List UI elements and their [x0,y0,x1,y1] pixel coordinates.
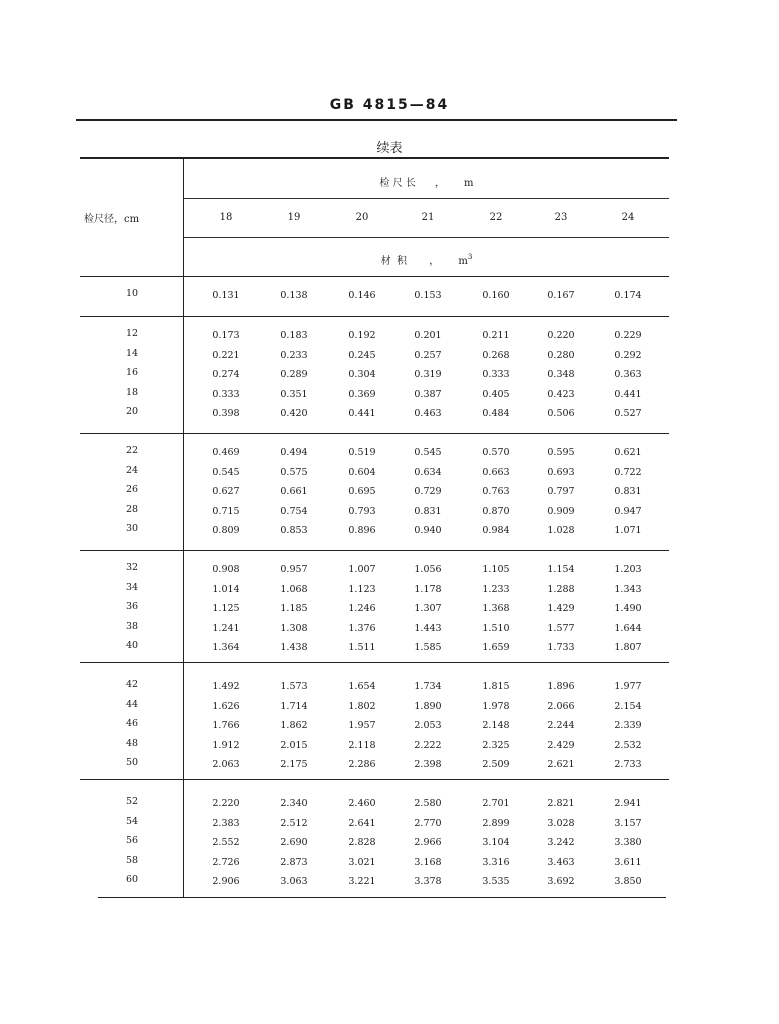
volume-cell: 1.807 [614,642,642,653]
volume-cell: 1.364 [212,642,240,653]
header-rule-1 [184,198,669,199]
volume-cell: 2.244 [547,720,575,731]
length-header-cell: 24 [621,212,635,223]
volume-cell: 2.220 [212,798,240,809]
volume-cell: 0.570 [482,447,510,458]
volume-cell: 3.692 [547,876,575,887]
volume-cell: 2.460 [348,798,376,809]
volume-cell: 1.733 [547,642,575,653]
volume-cell: 0.870 [482,505,510,517]
volume-cell: 0.233 [280,349,308,361]
volume-cell: 0.138 [280,290,308,301]
volume-cell: 1.896 [547,681,575,692]
volume-cell: 2.325 [482,739,510,751]
volume-cell: 1.573 [280,681,308,692]
volume-cell: 1.429 [547,603,575,614]
volume-cell: 2.873 [280,856,308,868]
volume-cell: 0.441 [348,408,376,419]
volume-cell: 2.222 [414,739,442,751]
volume-cell: 0.484 [482,408,510,419]
diameter-cell: 22 [125,445,139,456]
volume-cell: 1.492 [212,681,240,692]
volume-cell: 0.183 [280,330,308,341]
volume-cell: 3.316 [482,856,510,868]
volume-cell: 0.131 [212,290,240,301]
volume-cell: 2.148 [482,720,510,731]
volume-cell: 3.463 [547,856,575,868]
volume-cell: 1.626 [212,700,240,712]
table-bottom-rule [98,897,666,898]
volume-header-sep: ， [429,256,440,267]
volume-cell: 0.545 [414,447,442,458]
volume-cell: 0.793 [348,505,376,517]
length-header [184,174,669,189]
volume-cell: 1.734 [414,681,442,692]
volume-cell: 0.304 [348,369,376,380]
volume-cell: 3.380 [614,837,642,848]
volume-cell: 1.368 [482,603,510,614]
volume-cell: 0.211 [482,330,510,341]
volume-cell: 0.333 [482,369,510,380]
diameter-cell: 24 [125,464,139,476]
volume-cell: 0.831 [414,505,442,517]
diameter-cell: 36 [125,601,139,612]
volume-cell: 2.339 [614,720,642,731]
diameter-cell: 38 [125,620,139,632]
group-divider-rule [80,316,669,317]
volume-cell: 1.890 [414,700,442,712]
diameter-cell: 26 [125,484,139,495]
diameter-cell: 14 [125,347,139,359]
standard-code: GB 4815—84 [329,97,450,113]
diameter-cell: 28 [125,503,139,515]
volume-cell: 0.693 [547,466,575,478]
volume-cell: 0.754 [280,505,308,517]
volume-cell: 0.908 [212,564,240,575]
volume-cell: 0.604 [348,466,376,478]
volume-cell: 0.274 [212,369,240,380]
volume-cell: 3.242 [547,837,575,848]
length-header-cell: 23 [554,212,568,223]
volume-cell: 0.289 [280,369,308,380]
row-header-diameter: 检尺径，cm [84,214,140,225]
volume-cell: 2.509 [482,759,510,770]
volume-cell: 0.398 [212,408,240,419]
volume-cell: 3.850 [614,876,642,887]
diameter-cell: 44 [125,698,139,710]
volume-cell: 0.420 [280,408,308,419]
length-header-cell: 21 [421,212,435,223]
volume-header [184,252,669,267]
volume-cell: 2.175 [280,759,308,770]
volume-cell: 3.535 [482,876,510,887]
diameter-cell: 54 [125,815,139,827]
volume-cell: 1.659 [482,642,510,653]
volume-header-unit: m [458,256,468,267]
volume-cell: 2.821 [547,798,575,809]
volume-cell: 3.221 [348,876,376,887]
column-divider [183,158,184,897]
volume-cell: 0.809 [212,525,240,536]
top-rule [76,119,677,121]
volume-cell: 0.469 [212,447,240,458]
volume-cell: 1.056 [414,564,442,575]
volume-cell: 2.733 [614,759,642,770]
volume-cell: 1.068 [280,583,308,595]
volume-cell: 0.192 [348,330,376,341]
volume-cell: 0.595 [547,447,575,458]
volume-cell: 3.378 [414,876,442,887]
volume-cell: 1.714 [280,700,308,712]
volume-cell: 3.021 [348,856,376,868]
diameter-cell: 30 [125,523,139,534]
volume-cell: 1.957 [348,720,376,731]
volume-cell: 1.654 [348,681,376,692]
volume-cell: 1.862 [280,720,308,731]
volume-header-unit-sup: 3 [467,253,473,261]
length-header-label: 检 尺 长 [379,178,416,189]
diameter-cell: 48 [125,737,139,749]
volume-cell: 0.423 [547,388,575,400]
volume-cell: 1.443 [414,622,442,634]
volume-cell: 1.490 [614,603,642,614]
length-header-cell: 19 [287,212,301,223]
volume-cell: 0.221 [212,349,240,361]
volume-cell: 0.940 [414,525,442,536]
header-bottom-rule [80,276,669,277]
volume-cell: 1.185 [280,603,308,614]
volume-cell: 1.577 [547,622,575,634]
volume-cell: 0.763 [482,486,510,497]
group-divider-rule [80,433,669,434]
volume-cell: 1.585 [414,642,442,653]
volume-cell: 0.174 [614,290,642,301]
volume-cell: 0.627 [212,486,240,497]
length-header-sep: ， [434,178,445,189]
volume-cell: 2.053 [414,720,442,731]
volume-cell: 0.947 [614,505,642,517]
length-header-cell: 22 [489,212,503,223]
volume-cell: 0.661 [280,486,308,497]
volume-cell: 0.220 [547,330,575,341]
diameter-cell: 16 [125,367,139,378]
volume-cell: 2.726 [212,856,240,868]
volume-cell: 0.797 [547,486,575,497]
volume-cell: 2.690 [280,837,308,848]
volume-cell: 2.429 [547,739,575,751]
volume-cell: 0.715 [212,505,240,517]
volume-cell: 3.157 [614,817,642,829]
volume-cell: 1.178 [414,583,442,595]
group-divider-rule [80,662,669,663]
diameter-cell: 56 [125,835,139,846]
volume-cell: 0.351 [280,388,308,400]
volume-cell: 0.527 [614,408,642,419]
diameter-cell: 58 [125,854,139,866]
length-header-cell: 20 [355,212,369,223]
diameter-cell: 46 [125,718,139,729]
table-top-rule [80,157,669,159]
volume-cell: 0.292 [614,349,642,361]
volume-cell: 2.701 [482,798,510,809]
volume-cell: 0.201 [414,330,442,341]
volume-cell: 3.611 [614,856,642,868]
volume-cell: 0.519 [348,447,376,458]
volume-cell: 1.241 [212,622,240,634]
volume-cell: 0.984 [482,525,510,536]
volume-cell: 0.333 [212,388,240,400]
volume-cell: 0.153 [414,290,442,301]
group-divider-rule [80,779,669,780]
header-rule-2 [184,237,669,238]
volume-cell: 2.512 [280,817,308,829]
volume-cell: 1.815 [482,681,510,692]
volume-cell: 0.463 [414,408,442,419]
volume-cell: 0.957 [280,564,308,575]
volume-cell: 0.695 [348,486,376,497]
volume-cell: 1.308 [280,622,308,634]
volume-cell: 2.398 [414,759,442,770]
volume-cell: 0.167 [547,290,575,301]
volume-cell: 1.154 [547,564,575,575]
volume-cell: 2.340 [280,798,308,809]
volume-cell: 0.896 [348,525,376,536]
volume-cell: 1.125 [212,603,240,614]
diameter-cell: 40 [125,640,139,651]
volume-cell: 0.545 [212,466,240,478]
volume-cell: 0.229 [614,330,642,341]
volume-cell: 0.387 [414,388,442,400]
volume-cell: 1.307 [414,603,442,614]
volume-cell: 2.941 [614,798,642,809]
volume-cell: 3.168 [414,856,442,868]
volume-cell: 2.286 [348,759,376,770]
volume-cell: 0.268 [482,349,510,361]
volume-cell: 2.770 [414,817,442,829]
diameter-cell: 18 [125,386,139,398]
diameter-cell: 12 [125,328,139,339]
volume-cell: 3.028 [547,817,575,829]
volume-cell: 1.071 [614,525,642,536]
volume-cell: 1.203 [614,564,642,575]
volume-cell: 2.906 [212,876,240,887]
volume-cell: 0.173 [212,330,240,341]
volume-cell: 1.007 [348,564,376,575]
volume-cell: 0.146 [348,290,376,301]
diameter-cell: 52 [125,796,139,807]
volume-cell: 0.729 [414,486,442,497]
volume-cell: 2.966 [414,837,442,848]
volume-cell: 1.978 [482,700,510,712]
volume-cell: 1.510 [482,622,510,634]
volume-cell: 1.028 [547,525,575,536]
volume-cell: 2.621 [547,759,575,770]
volume-cell: 0.634 [414,466,442,478]
volume-cell: 1.246 [348,603,376,614]
volume-cell: 1.644 [614,622,642,634]
volume-cell: 2.641 [348,817,376,829]
volume-cell: 0.909 [547,505,575,517]
diameter-cell: 34 [125,581,139,593]
volume-cell: 2.552 [212,837,240,848]
volume-cell: 1.376 [348,622,376,634]
volume-cell: 0.441 [614,388,642,400]
volume-cell: 2.066 [547,700,575,712]
volume-cell: 0.831 [614,486,642,497]
volume-cell: 0.621 [614,447,642,458]
diameter-cell: 60 [125,874,139,885]
volume-cell: 2.828 [348,837,376,848]
volume-cell: 2.118 [348,739,376,751]
length-header-cell: 18 [219,212,233,223]
volume-cell: 0.348 [547,369,575,380]
volume-cell: 0.363 [614,369,642,380]
volume-cell: 1.233 [482,583,510,595]
volume-cell: 0.575 [280,466,308,478]
volume-cell: 3.063 [280,876,308,887]
diameter-cell: 20 [125,406,139,417]
table-caption: 续表 [376,141,403,156]
volume-cell: 0.494 [280,447,308,458]
diameter-cell: 10 [125,288,139,299]
group-divider-rule [80,550,669,551]
diameter-cell: 42 [125,679,139,690]
volume-cell: 0.853 [280,525,308,536]
volume-cell: 2.063 [212,759,240,770]
volume-cell: 3.104 [482,837,510,848]
volume-cell: 1.766 [212,720,240,731]
volume-cell: 1.802 [348,700,376,712]
volume-cell: 0.280 [547,349,575,361]
volume-cell: 2.899 [482,817,510,829]
volume-cell: 1.288 [547,583,575,595]
volume-cell: 0.405 [482,388,510,400]
volume-cell: 2.580 [414,798,442,809]
volume-header-label: 材 积 [380,256,408,267]
volume-cell: 2.383 [212,817,240,829]
diameter-cell: 32 [125,562,139,573]
volume-cell: 0.319 [414,369,442,380]
volume-cell: 1.912 [212,739,240,751]
volume-cell: 1.977 [614,681,642,692]
volume-cell: 2.015 [280,739,308,751]
volume-cell: 0.257 [414,349,442,361]
volume-cell: 0.722 [614,466,642,478]
volume-cell: 1.014 [212,583,240,595]
volume-cell: 1.123 [348,583,376,595]
volume-cell: 0.506 [547,408,575,419]
volume-cell: 0.160 [482,290,510,301]
volume-cell: 2.154 [614,700,642,712]
volume-cell: 1.343 [614,583,642,595]
length-header-unit: m [464,178,474,189]
volume-cell: 0.369 [348,388,376,400]
volume-cell: 0.663 [482,466,510,478]
volume-cell: 1.511 [348,642,376,653]
volume-cell: 2.532 [614,739,642,751]
volume-cell: 1.438 [280,642,308,653]
volume-cell: 1.105 [482,564,510,575]
diameter-cell: 50 [125,757,139,768]
volume-cell: 0.245 [348,349,376,361]
